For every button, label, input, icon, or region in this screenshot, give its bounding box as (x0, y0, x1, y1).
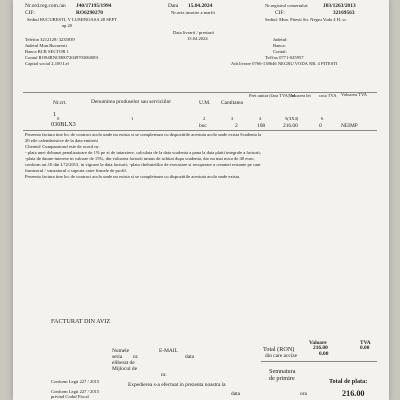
col-header-vat-rate: cota TVA (319, 93, 337, 98)
invoice-from-notice: FACTURAT DIN AVIZ (51, 318, 111, 325)
client-city: Judetul: (273, 37, 288, 42)
row-value: 216.00 (283, 123, 298, 129)
supplier-city: Judetul Mun.Bucuresti (25, 43, 67, 48)
doc-number-label: Nr.aviz insotire a marfii (171, 10, 215, 15)
note-line: conform art.10 din L72/2013, in vigoare la data facturii; -plata cheltuielilor de executare si recuperare a creantei restante pe cant (25, 162, 261, 167)
col-header-nr: Nr.crt. (53, 100, 67, 106)
doc-delivery-label: Data livrarii / prestarii (173, 30, 214, 35)
supplier-address-line2: ap.20 (62, 23, 73, 28)
grand-total-value: 216.00 (342, 389, 365, 398)
excise-value: 0.00 (319, 351, 329, 357)
note-line: 20 zile calendaristice de la data emiterii (25, 138, 98, 143)
col-header-vat-value: Valoarea TVA (341, 92, 367, 97)
row-product: 030BLX3 (51, 121, 76, 128)
client-cif-label: CIF: (275, 10, 285, 16)
total-ron-label: Total (RON) (263, 346, 295, 353)
doc-date-label: Data (168, 3, 179, 9)
client-reg-value: J03/1263/2013 (323, 3, 356, 9)
table-row-rule (23, 130, 377, 131)
note-line: Prezenta factura tine loc de contract acolo unde nu exista si se completeaza cu dispozitiile acestuia acolo unde exista Scadenta la (25, 132, 262, 137)
law-note-1: Conform Legii 227 / 2015 (51, 379, 100, 384)
value-header: Valoare (309, 340, 327, 346)
doc-delivery-value: 15.04.2024 (187, 36, 208, 41)
invoice-page (13, 0, 389, 400)
footer-name-label: Numele (112, 348, 130, 354)
footer-data-label: data (185, 354, 194, 360)
row-vat-value: NEIMP (341, 123, 358, 129)
client-bank: Banca: (273, 43, 286, 48)
client-reg-label: Nr.registrul comertului: (265, 3, 309, 8)
law-note-2: Conform Legii 227 / 2015 (51, 389, 100, 394)
row-price: 108 (257, 123, 266, 129)
law-note-3: privind Codul Fiscal (51, 394, 89, 399)
footer-nr-label: nr. (133, 354, 139, 360)
doc-date-value: 15.04.2024 (188, 3, 213, 9)
receipt-label: de primire (269, 375, 295, 382)
signature-label: Semnatura (269, 368, 296, 375)
supplier-capital: Capital social 2,100 Lei (25, 61, 69, 66)
client-phone: Tel/fax 0771-025957 (265, 55, 304, 60)
footer-transport-nr-label: nr. (161, 372, 167, 378)
col-number-2: 2 (203, 116, 206, 121)
col-header-value: Valoarea lei (289, 93, 311, 98)
supplier-cif-value: RO6290270 (76, 10, 103, 16)
col-header-um: U.M. (199, 100, 211, 106)
client-address: Sediul: Mun. Pitesti Str. Negru Voda 4 H, sc. (265, 17, 348, 22)
note-line: - plata unei dobanzi penalizatoare de 1% pe zi de intarziere, calculata de la data scadenta a pana la data platii integrale a facturii; (25, 150, 261, 155)
col-header-product: Denumirea produselor sau serviciilor (91, 99, 172, 105)
supplier-reg-value: J40/17195/1994 (76, 3, 112, 9)
note-line: Prezenta factura tine loc de contract acolo unde nu exista si se completeaza cu dispozitiile acestuia acolo unde exista. (25, 174, 241, 179)
col-number-5: 5(3X4) (285, 116, 299, 121)
note-line: Clientul/ Cumparatorul este de acord cu: (25, 144, 100, 149)
supplier-cif-label: CIF: (25, 10, 35, 16)
expedition-text: Expedierea s-a efectuat in prezenta noastra la (128, 382, 226, 388)
expedition-ora-label: ora (300, 391, 307, 397)
supplier-reg-label: Nr.ord.reg.com./an (25, 3, 66, 9)
expedition-data-label: data (231, 391, 240, 397)
note-line: furnizorul / vanzatorul o suporta catre firmele de profil. (25, 168, 127, 173)
footer-email-label: E-MAIL (159, 348, 178, 354)
col-number-0: 0 (57, 116, 60, 121)
col-number-3: 3 (231, 116, 234, 121)
row-nr: 1 (53, 111, 57, 118)
col-number-6: 6 (321, 116, 324, 121)
grand-total-label: Total de plata: (329, 378, 368, 385)
note-line: -plata de daune-interese in valoare de 15%, din valoarea facturii minus de achitat dupa scadenta, dar nu mai mica de 40 euro, (25, 156, 255, 161)
totals-rule (261, 361, 377, 362)
row-vat-rate: 0 (319, 123, 322, 129)
footer-series-label: seria (112, 354, 123, 360)
supplier-phone: Telefon 3212129/ 3235839 (25, 37, 75, 42)
client-cif-value: 32169563 (333, 10, 355, 16)
row-um: buc (199, 123, 207, 129)
row-qty: 2 (235, 123, 238, 129)
footer-transport-label: Mijlocul de (112, 366, 138, 372)
supplier-bank: Banca BCR SECTOR 1 (25, 49, 69, 54)
col-number-1: 1 (131, 116, 134, 121)
col-header-qty: Cantitatea (221, 100, 243, 106)
client-delivery-address: Adr.livrare 0766-138646 NEGRU VODA NR. 4 PITESTI (231, 61, 338, 66)
vat-header: TVA (360, 340, 371, 346)
total-value: 216.00 (313, 345, 328, 351)
total-ron-sublabel: din care accize (265, 353, 298, 359)
client-account: Contul: (273, 49, 287, 54)
supplier-address: Sediul BUCURESTI, V LUMINOASA 28 SEPT (27, 17, 117, 22)
footer-issued-label: eliberat de (112, 360, 135, 366)
supplier-account: Contul RO94RNCB0072049703060001 (25, 55, 99, 60)
total-vat-value: 0.00 (360, 345, 370, 351)
col-header-price: Pret unitar (fara TVA) lei (249, 93, 296, 98)
col-number-4: 4 (259, 116, 262, 121)
